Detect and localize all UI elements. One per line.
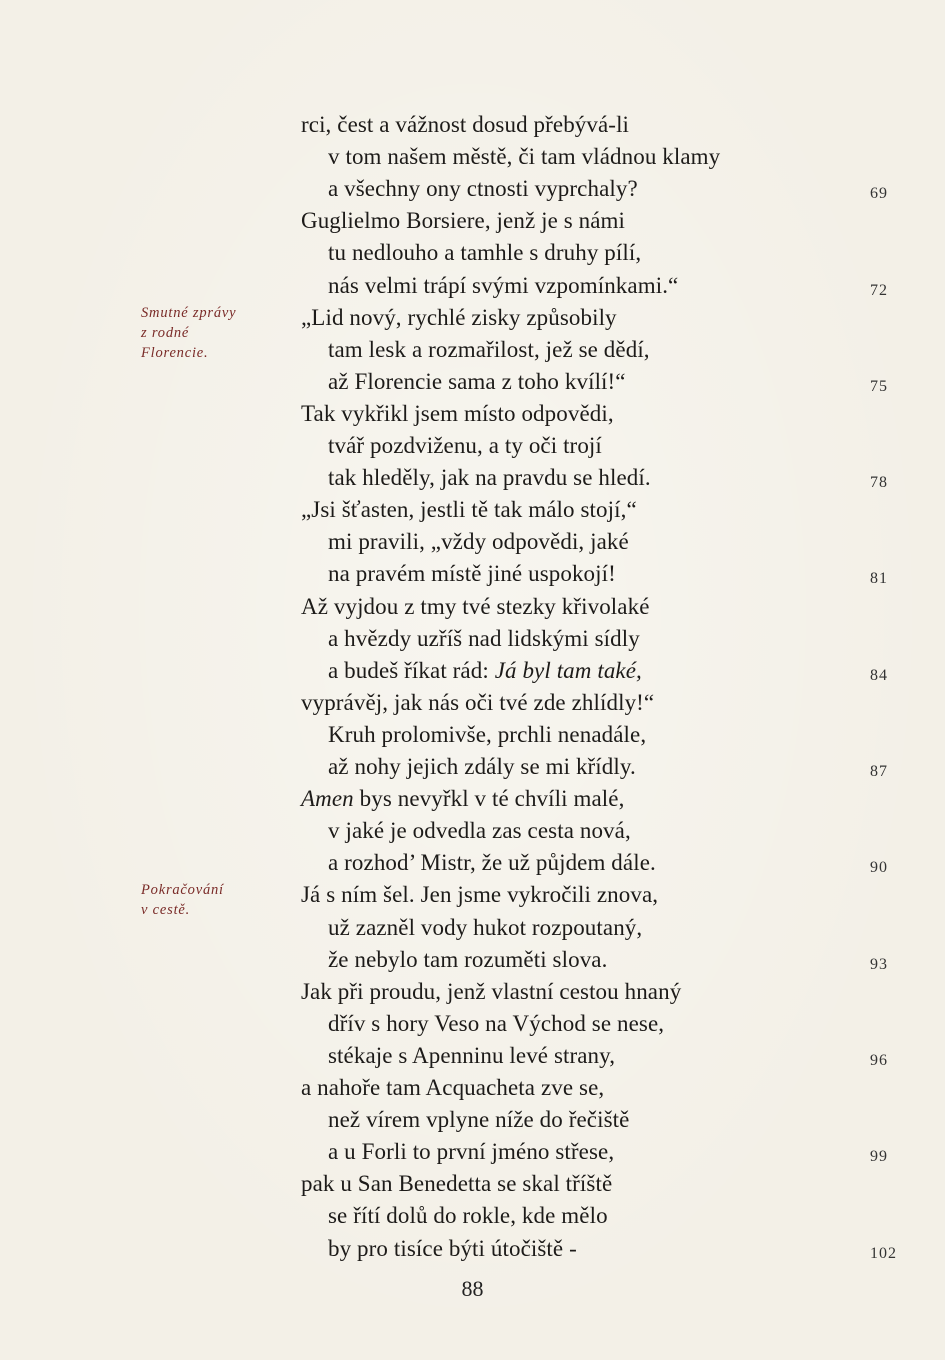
verse-text: Guglielmo Borsiere, jenž je s námi: [301, 208, 626, 234]
verse-line: [328, 333, 650, 367]
verse-text: „Jsi šťasten, jestli tě tak málo stojí,“: [301, 497, 637, 523]
margin-note-line: Florencie.: [141, 344, 209, 361]
verse-line: [328, 365, 626, 399]
line-number: 84: [870, 666, 888, 684]
verse-line: [328, 622, 640, 656]
verse-text: bys nevyřkl v té chvíli malé,: [353, 786, 625, 812]
verse-line: [301, 878, 658, 912]
line-number: 69: [870, 185, 888, 203]
verse-line: [328, 846, 656, 880]
line-number: 102: [870, 1244, 897, 1262]
verse-line: [328, 750, 636, 784]
verse-text: Kruh prolomivše, prchli nenadále,: [328, 721, 647, 747]
verse-text: a budeš říkat rád:: [328, 657, 495, 683]
verse-line: [301, 108, 629, 142]
margin-note: [141, 303, 271, 363]
verse-line: [328, 814, 631, 848]
verse-text: v tom našem městě, či tam vládnou klamy: [328, 144, 721, 170]
verse-line: [328, 172, 638, 206]
margin-note-line: z rodné: [141, 324, 190, 341]
verse-text: než vírem vplyne níže do řečiště: [328, 1107, 630, 1133]
line-number: 93: [870, 955, 888, 973]
line-number: 99: [870, 1148, 888, 1166]
verse-text: tam lesk a rozmařilost, jež se dědí,: [328, 336, 650, 362]
verse-line: [301, 1167, 612, 1201]
verse-text: se řítí dolů do rokle, kde mělo: [328, 1203, 608, 1229]
line-number: 81: [870, 570, 888, 588]
verse-line: [301, 686, 654, 720]
line-number: 90: [870, 859, 888, 877]
verse-text: nás velmi trápí svými vzpomínkami.“: [328, 272, 679, 298]
verse-italic: Amen: [301, 786, 354, 812]
verse-line: [328, 236, 641, 270]
line-number: 72: [870, 281, 888, 299]
verse-line: [301, 493, 637, 527]
verse-line: [328, 1039, 615, 1073]
verse-text: by pro tisíce býti útočiště -: [328, 1235, 577, 1261]
verse-text: až Florencie sama z toho kvílí!“: [328, 368, 626, 394]
margin-note-line: v cestě.: [141, 902, 191, 919]
verse-line: [328, 718, 646, 752]
verse-line: [301, 782, 624, 816]
verse-text: už zazněl vody hukot rozpoutaný,: [328, 914, 643, 940]
verse-text: dřív s hory Veso na Východ se nese,: [328, 1010, 665, 1036]
verse-text: na pravém místě jiné uspokojí!: [328, 561, 616, 587]
verse-text: tak hleděly, jak na pravdu se hledí.: [328, 465, 651, 491]
verse-text: tvář pozdviženu, a ty oči trojí: [328, 433, 602, 458]
verse-line: [328, 654, 642, 688]
margin-note-line: Smutné zprávy: [141, 304, 237, 321]
verse-line: [328, 525, 629, 559]
verse-text: a u Forli to první jméno střese,: [328, 1139, 615, 1165]
verse-text: pak u San Benedetta se skal tříště: [301, 1171, 613, 1197]
verse-line: [301, 975, 681, 1009]
verse-text: „Lid nový, rychlé zisky způsobily: [301, 304, 617, 330]
verse-text: Jak při proudu, jenž vlastní cestou hnaný: [301, 978, 682, 1004]
verse-line: [328, 1232, 577, 1266]
margin-note: [141, 880, 271, 920]
verse-text: vyprávěj, jak nás oči tvé zde zhlídly!“: [301, 689, 655, 715]
line-number: 96: [870, 1051, 888, 1069]
verse-line: [301, 397, 614, 431]
verse-line: [328, 1135, 614, 1169]
verse-line: [328, 1199, 608, 1233]
verse-text: Tak vykřikl jsem místo odpovědi,: [301, 400, 614, 426]
verse-line: [301, 204, 625, 238]
verse-text: v jaké je odvedla zas cesta nová,: [328, 818, 631, 844]
verse-text: rci, čest a vážnost dosud přebývá-li: [301, 112, 630, 137]
verse-text: že nebylo tam rozuměti slova.: [328, 946, 608, 972]
line-number: 75: [870, 377, 888, 395]
verse-text: a hvězdy uzříš nad lidskými sídly: [328, 625, 640, 651]
page-number: 88: [461, 1276, 484, 1301]
verse-line: [328, 557, 616, 591]
verse-text: stékaje s Apenninu levé strany,: [328, 1042, 616, 1068]
verse-text: a všechny ony ctnosti vyprchaly?: [328, 176, 638, 202]
margin-note-line: Pokračování: [141, 882, 224, 899]
verse-line: [328, 429, 602, 463]
verse-text: a rozhod’ Mistr, že už půjdem dále.: [328, 850, 656, 876]
verse-line: [328, 911, 642, 945]
verse-text: až nohy jejich zdály se mi křídly.: [328, 754, 636, 779]
verse-text: tu nedlouho a tamhle s druhy pílí,: [328, 240, 642, 266]
verse-text: Až vyjdou z tmy tvé stezky křivolaké: [301, 593, 650, 619]
verse-text: Já s ním šel. Jen jsme vykročili znova,: [301, 882, 659, 908]
verse-text: a nahoře tam Acquacheta zve se,: [301, 1075, 605, 1100]
verse-line: [328, 140, 720, 174]
verse-line: [328, 1007, 664, 1041]
verse-line: [328, 269, 678, 303]
line-number: 87: [870, 763, 888, 780]
verse-text: mi pravili, „vždy odpovědi, jaké: [328, 529, 629, 555]
verse-line: [328, 943, 607, 977]
line-number: 78: [870, 474, 888, 492]
verse-line: [301, 301, 617, 335]
verse-italic: Já byl tam také,: [494, 657, 642, 683]
verse-line: [328, 461, 651, 495]
verse-line: [301, 1071, 604, 1105]
verse-line: [328, 1103, 629, 1137]
verse-line: [301, 590, 650, 624]
